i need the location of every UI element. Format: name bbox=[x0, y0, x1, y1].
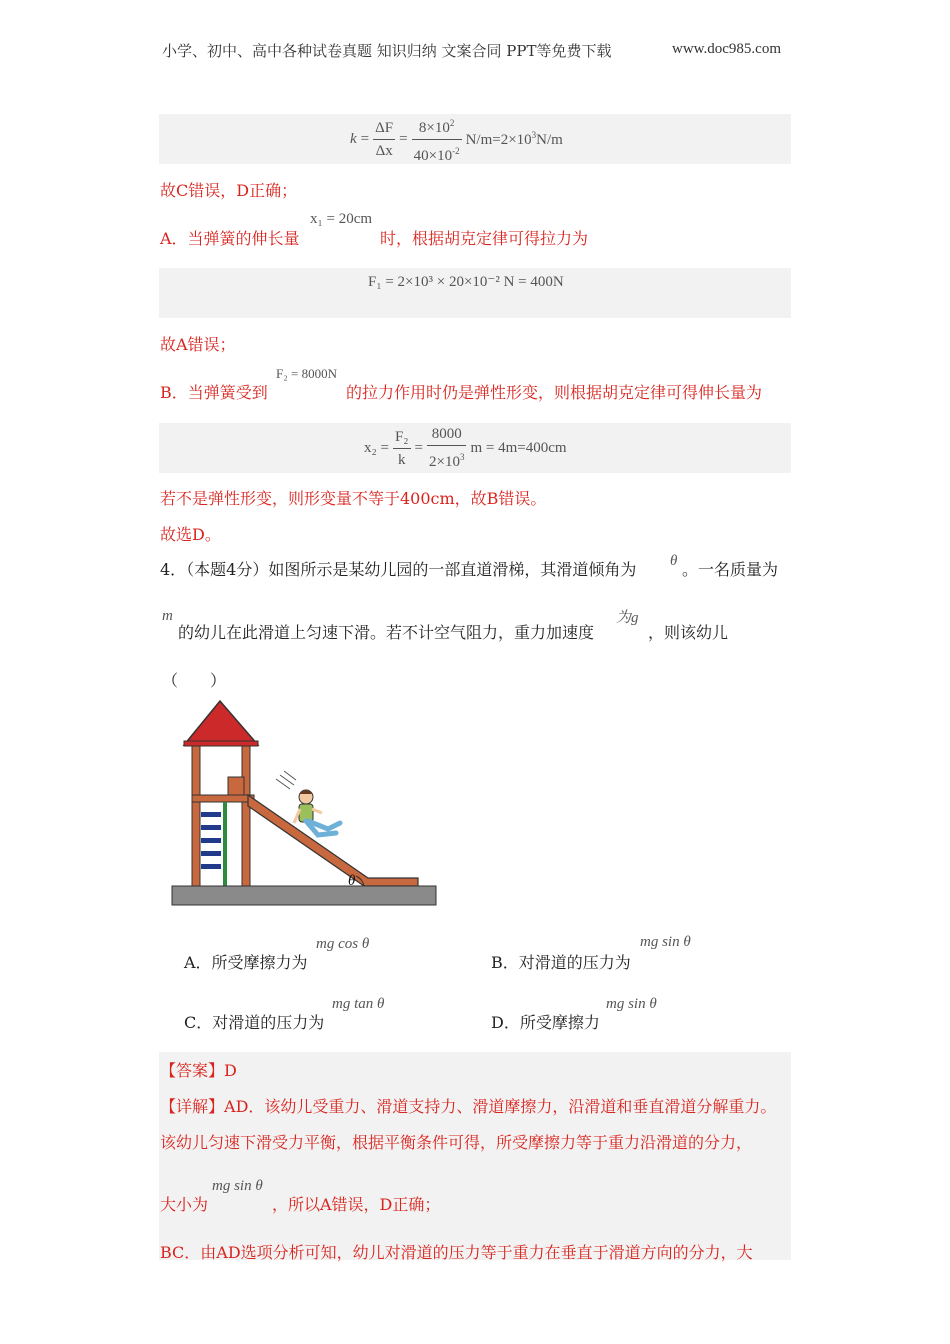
eq-x2-tail: m = 4m=400cm bbox=[470, 439, 567, 456]
question-stem-1-end: 。一名质量为 bbox=[682, 560, 779, 579]
eq-x2-equals: = bbox=[414, 439, 423, 456]
option-c-expr: mg tan θ bbox=[332, 996, 385, 1012]
line-b-suffix: 的拉力作用时仍是弹性形变，则根据胡克定律可得伸长量为 bbox=[346, 383, 763, 402]
line-a-expr: x₁ = 20cm bbox=[310, 211, 373, 227]
eq-x2-frac2-den-exp: 3 bbox=[459, 452, 465, 462]
slide-ground bbox=[172, 886, 436, 905]
slide-angle-label: θ bbox=[348, 873, 356, 889]
line-select: 故选D。 bbox=[160, 525, 221, 544]
line-a-wrong: 故A错误； bbox=[160, 335, 236, 354]
slide-chute bbox=[248, 795, 418, 886]
option-d[interactable] bbox=[491, 1010, 600, 1033]
eq-k-frac1 bbox=[373, 117, 395, 162]
answer-line bbox=[160, 1058, 237, 1081]
eq-x2-frac1-num: F₂ bbox=[393, 426, 411, 449]
detail-line-1-text: AD．该幼儿受重力、滑道支持力、滑道摩擦力，沿滑道和垂直滑道分解重力。 bbox=[224, 1097, 777, 1116]
slide-roof-eave bbox=[184, 741, 258, 746]
line-b-note: 若不是弹性形变，则形变量不等于400cm，故B错误。 bbox=[160, 489, 547, 508]
detail-line-2: 该幼儿匀速下滑受力平衡，根据平衡条件可得，所受摩擦力等于重力沿滑道的分力， bbox=[160, 1133, 753, 1152]
line-b-expr: F₂ = 8000N bbox=[276, 366, 337, 381]
eq-k-frac2-num-exp: 2 bbox=[449, 117, 455, 128]
equation-k bbox=[350, 114, 563, 164]
option-d-text: D．所受摩擦力 bbox=[491, 1013, 600, 1032]
answer-value: D bbox=[224, 1061, 237, 1080]
slide-figure bbox=[168, 695, 443, 910]
slide-post-right bbox=[242, 746, 250, 886]
eq-k-frac1-num: ΔF bbox=[373, 117, 395, 140]
question-answer-paren: （ ） bbox=[162, 671, 227, 690]
detail-line-3-suffix: ，所以A错误，D正确； bbox=[272, 1195, 441, 1214]
option-b-expr: mg sin θ bbox=[640, 934, 691, 950]
slide-ladder-green bbox=[223, 802, 227, 886]
eq-k-unit1-exp: 3 bbox=[531, 129, 537, 140]
slide-ladder-rungs bbox=[201, 812, 221, 869]
question-g-expr: 为g bbox=[616, 610, 639, 626]
line-a-prefix: A．当弹簧的伸长量 bbox=[160, 229, 300, 248]
option-a-expr: mg cos θ bbox=[316, 936, 370, 952]
eq-x2-frac1-den: k bbox=[397, 451, 406, 468]
line-a-suffix: 时，根据胡克定律可得拉力为 bbox=[380, 229, 589, 248]
eq-k-frac2 bbox=[412, 112, 462, 167]
eq-k-frac2-den-exp: -2 bbox=[452, 145, 460, 156]
eq-x2-frac2 bbox=[427, 423, 466, 473]
eq-k-frac2-num: 8×10 bbox=[418, 119, 450, 136]
option-a[interactable] bbox=[184, 950, 308, 973]
question-mass-symbol: m bbox=[162, 608, 173, 624]
slide-child bbox=[294, 790, 340, 835]
eq-x2-lhs: x₂ = bbox=[364, 439, 389, 456]
option-b-text: B．对滑道的压力为 bbox=[491, 953, 631, 972]
eq-k-frac1-den: Δx bbox=[375, 142, 393, 159]
eq-x2-frac2-den: 2×10 bbox=[429, 454, 460, 470]
option-a-text: A．所受摩擦力为 bbox=[184, 953, 308, 972]
slide-motion-lines bbox=[276, 771, 296, 789]
option-d-expr: mg sin θ bbox=[606, 996, 657, 1012]
eq-x2-frac2-num: 8000 bbox=[427, 423, 466, 446]
line-c-wrong: 故C错误，D正确； bbox=[160, 181, 298, 200]
question-stem-2: 的幼儿在此滑道上匀速下滑。若不计空气阻力，重力加速度 bbox=[178, 623, 595, 642]
question-stem-1: 4．（本题4分）如图所示是某幼儿园的一部直道滑梯，其滑道倾角为 bbox=[160, 560, 637, 579]
line-b-prefix: B．当弹簧受到 bbox=[160, 383, 268, 402]
detail-line-3-expr: mg sin θ bbox=[212, 1178, 263, 1194]
page-header-title: 小学、初中、高中各种试卷真题 知识归纳 文案合同 PPT等免费下载 bbox=[162, 42, 612, 60]
option-c[interactable] bbox=[184, 1010, 324, 1033]
eq-k-unit2: N/m bbox=[536, 131, 563, 148]
slide-roof bbox=[184, 701, 258, 745]
detail-line-1 bbox=[160, 1094, 776, 1117]
eq-k-equals: = bbox=[360, 130, 370, 147]
eq-k-equals-2: = bbox=[399, 130, 408, 147]
question-theta: θ bbox=[670, 553, 678, 569]
equation-f1: F₁ = 2×10³ × 20×10⁻² N = 400N bbox=[368, 274, 564, 290]
detail-label: 【详解】 bbox=[160, 1097, 225, 1116]
eq-k-frac2-den: 40×10 bbox=[413, 147, 453, 164]
question-stem-2-end: ，则该幼儿 bbox=[648, 623, 729, 642]
page-header-url[interactable]: www.doc985.com bbox=[672, 41, 782, 57]
answer-detail-box bbox=[159, 1052, 791, 1260]
option-b[interactable] bbox=[491, 950, 631, 973]
equation-x2 bbox=[364, 423, 567, 473]
slide-platform bbox=[192, 795, 254, 802]
eq-k-lhs: k bbox=[350, 130, 357, 147]
eq-k-unit1: N/m=2×10 bbox=[465, 131, 532, 148]
slide-platform-box bbox=[228, 777, 244, 797]
detail-line-4: BC．由AD选项分析可知，幼儿对滑道的压力等于重力在垂直于滑道方向的分力，大 bbox=[160, 1243, 753, 1262]
detail-line-3-prefix: 大小为 bbox=[160, 1195, 209, 1214]
answer-label: 【答案】 bbox=[160, 1061, 225, 1080]
option-c-text: C．对滑道的压力为 bbox=[184, 1013, 325, 1032]
eq-x2-frac1 bbox=[393, 426, 411, 471]
slide-post-left bbox=[192, 746, 200, 886]
